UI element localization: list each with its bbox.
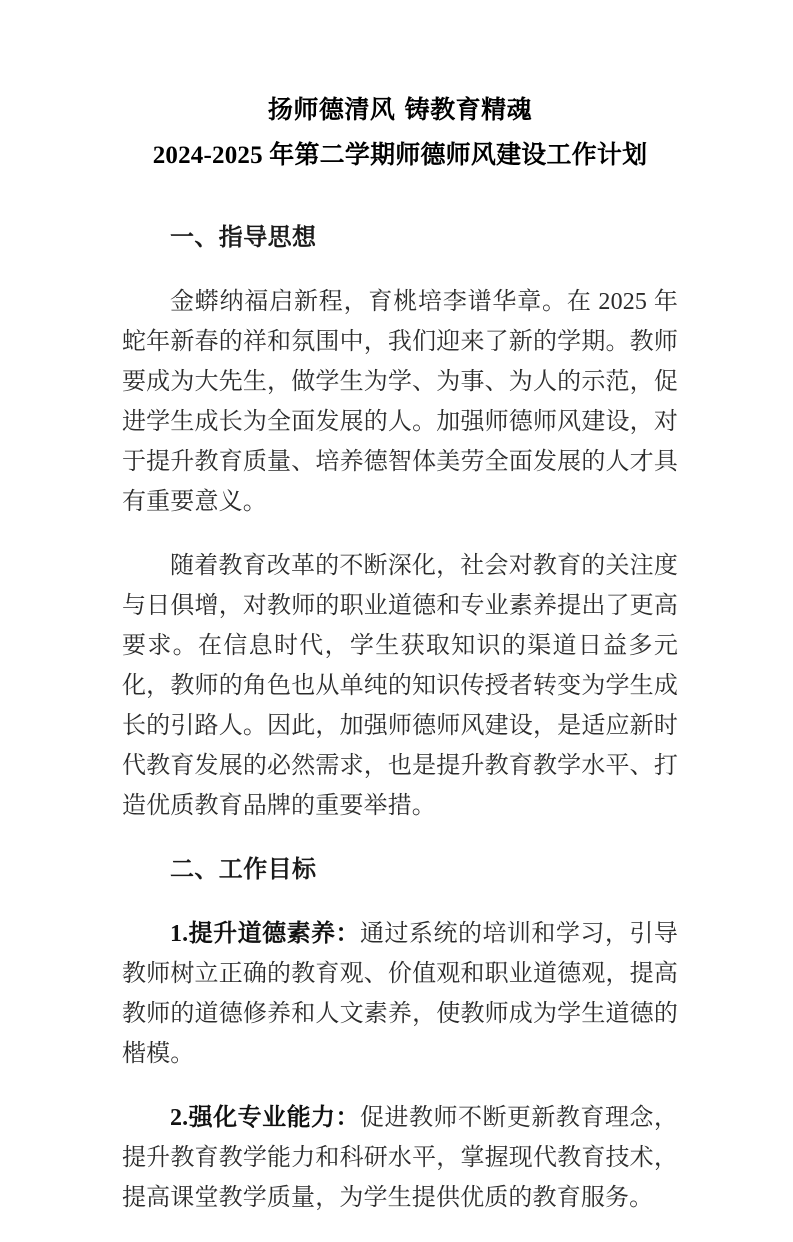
numbered-item-label: 1.提升道德素养： — [170, 921, 361, 947]
document-title-block — [122, 92, 678, 174]
document-body — [122, 218, 678, 1218]
paragraph-text: 金蟒纳福启新程，育桃培李谱华章。在 2025 年蛇年新春的祥和氛围中，我们迎来了新的学期。教师要成为大先生，做学生为学、为事、为人的示范，促进学生成长为全面发展的人。加强师德师风建设，对于提升教育质量、培养德智体美劳全面发展的人才具有重要意义。 — [122, 289, 678, 515]
section-heading-1: 一、指导思想 — [170, 225, 317, 251]
paragraph-text: 随着教育改革的不断深化，社会对教育的关注度与日俱增，对教师的职业道德和专业素养提出了更高要求。在信息时代，学生获取知识的渠道日益多元化，教师的角色也从单纯的知识传授者转变为学生成长的引路人。因此，加强师德师风建设，是适应新时代教育发展的必然需求，也是提升教育教学水平、打造优质教育品牌的重要举措。 — [122, 553, 678, 819]
page-title: 扬师德清风 铸教育精魂 — [267, 95, 533, 124]
numbered-item-label: 2.强化专业能力： — [170, 1105, 361, 1131]
numbered-item — [122, 914, 678, 1074]
numbered-item-text: 通过系统的培训和学习，引导教师树立正确的教育观、价值观和职业道德观，提高教师的道德修养和人文素养，使教师成为学生道德的楷模。 — [122, 921, 678, 1067]
paragraph — [122, 282, 678, 522]
numbered-item-text: 促进教师不断更新教育理念，提升教育教学能力和科研水平，掌握现代教育技术，提高课堂教学质量，为学生提供优质的教育服务。 — [122, 1105, 678, 1211]
page-subtitle: 2024-2025 年第二学期师德师风建设工作计划 — [152, 142, 648, 169]
numbered-item — [122, 1098, 678, 1218]
paragraph — [122, 546, 678, 826]
document-content — [122, 0, 678, 1242]
section-heading-2: 二、工作目标 — [170, 857, 317, 883]
